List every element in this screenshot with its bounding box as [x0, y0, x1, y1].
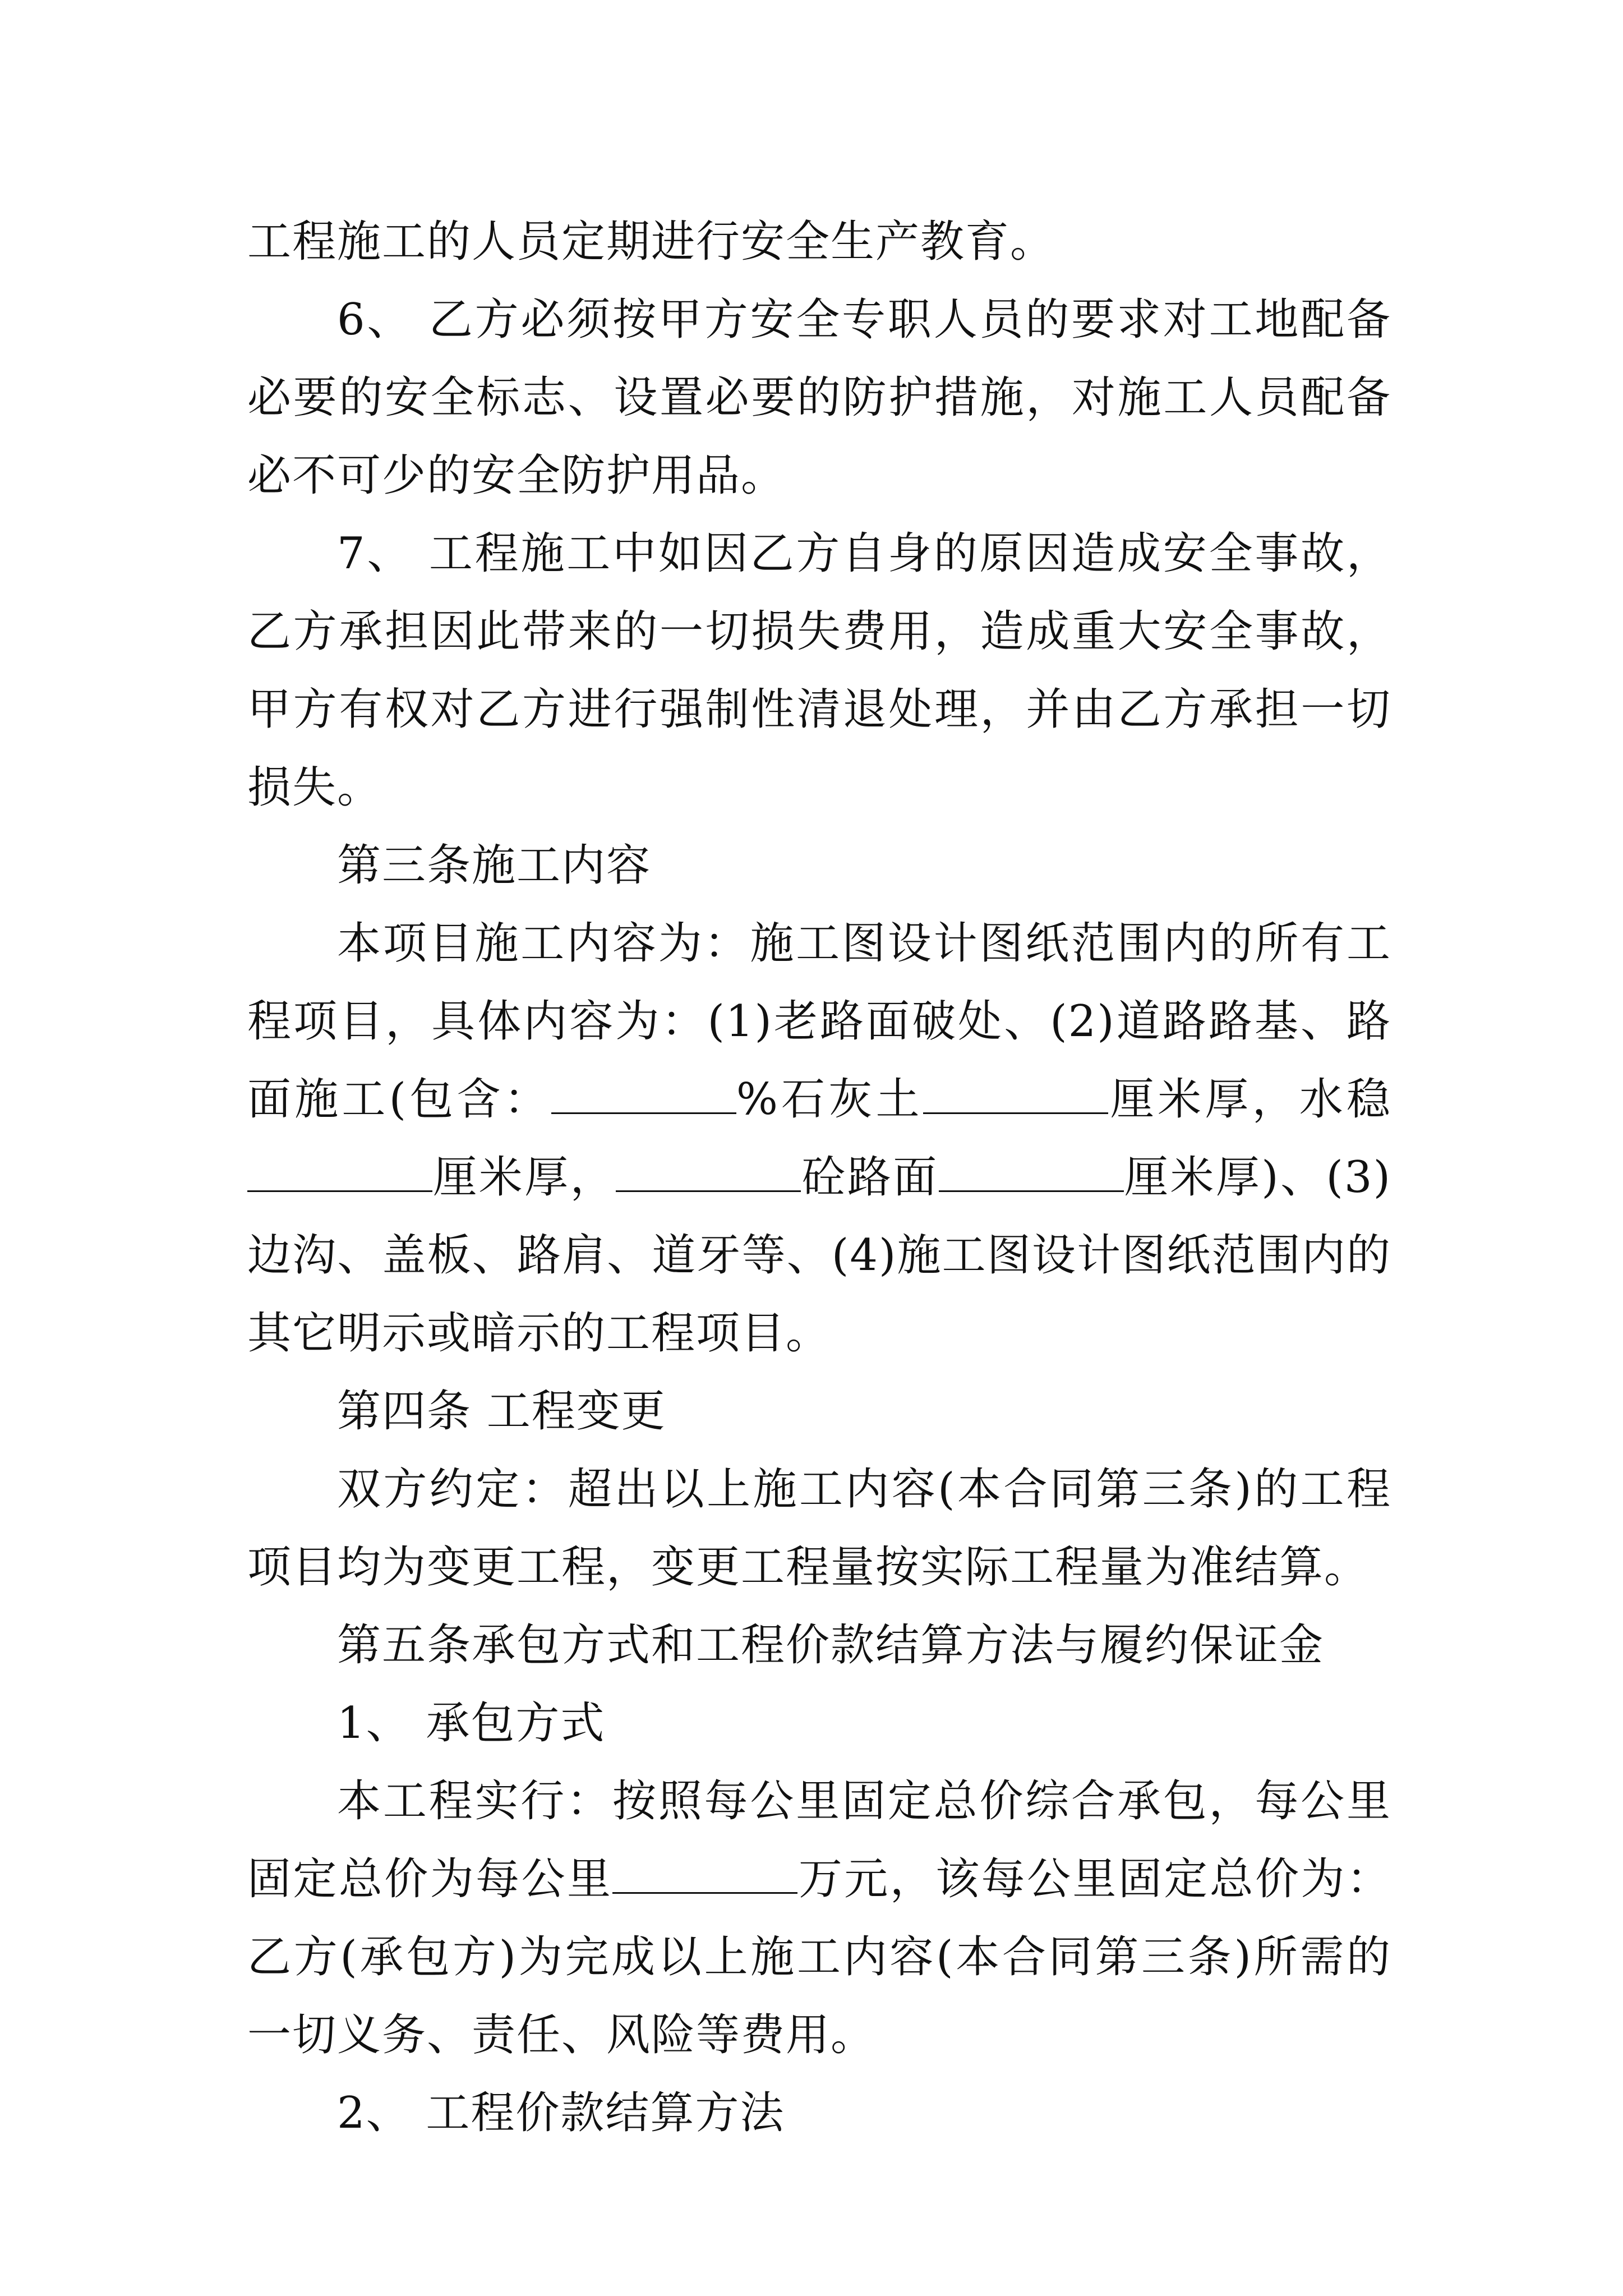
paragraph-safety-education: 工程施工的人员定期进行安全生产教育。: [247, 217, 1055, 267]
fill-blank-stabilized-thickness[interactable]: [247, 1151, 432, 1192]
heading-settlement-method: 2、 工程价款结算方法: [337, 2088, 785, 2138]
fill-blank-price-per-km[interactable]: [612, 1853, 797, 1894]
text-segment: 厘米厚，: [432, 1152, 616, 1203]
text-segment: %石灰土: [736, 1074, 923, 1125]
fill-blank-concrete-thickness[interactable]: [939, 1151, 1124, 1192]
heading-article-4: 第四条 工程变更: [337, 1386, 666, 1437]
fill-blank-concrete-grade[interactable]: [616, 1151, 801, 1192]
heading-contract-method: 1、 承包方式: [337, 1698, 606, 1749]
heading-article-5: 第五条承包方式和工程价款结算方法与履约保证金: [337, 1620, 1325, 1671]
heading-article-3: 第三条施工内容: [337, 840, 652, 891]
paragraph-construction-content: [247, 905, 1391, 1373]
text-segment: 本项目施工内容为：施工图设计图纸范围内的所有工程项目，具体内容为：(1)老路面破处、(2)道路路基、路面施工(包含：: [247, 918, 1391, 1125]
paragraph-item-7: 7、 工程施工中如因乙方自身的原因造成安全事故，乙方承担因此带来的一切损失费用，造成重大安全事故，甲方有权对乙方进行强制性清退处理，并由乙方承担一切损失。: [247, 528, 1391, 813]
fill-blank-lime-thickness[interactable]: [923, 1073, 1108, 1114]
text-segment: 本工程实行：按照每公里固定总价综合承包，每公里固定总价为每公里: [247, 1776, 1391, 1904]
text-segment: 砼路面: [801, 1152, 939, 1203]
text-segment: 厘米厚)、(3)边沟、盖板、路肩、道牙等、(4)施工图设计图纸范围内的其它明示或暗示的工程项目。: [247, 1152, 1391, 1359]
paragraph-change-agreement: 双方约定：超出以上施工内容(本合同第三条)的工程项目均为变更工程，变更工程量按实际工程量为准结算。: [247, 1464, 1391, 1593]
paragraph-fixed-price: [247, 1763, 1391, 2074]
fill-blank-lime-percent[interactable]: [551, 1073, 736, 1114]
document-body: [247, 203, 1391, 2152]
paragraph-item-6: 6、 乙方必须按甲方安全专职人员的要求对工地配备必要的安全标志、设置必要的防护措施，对施工人员配备必不可少的安全防护用品。: [247, 295, 1391, 501]
text-segment: 厘米厚，水稳: [1108, 1074, 1391, 1125]
text-segment: 万元，该每公里固定总价为：乙方(承包方)为完成以上施工内容(本合同第三条)所需的一切义务、责任、风险等费用。: [247, 1854, 1391, 2060]
